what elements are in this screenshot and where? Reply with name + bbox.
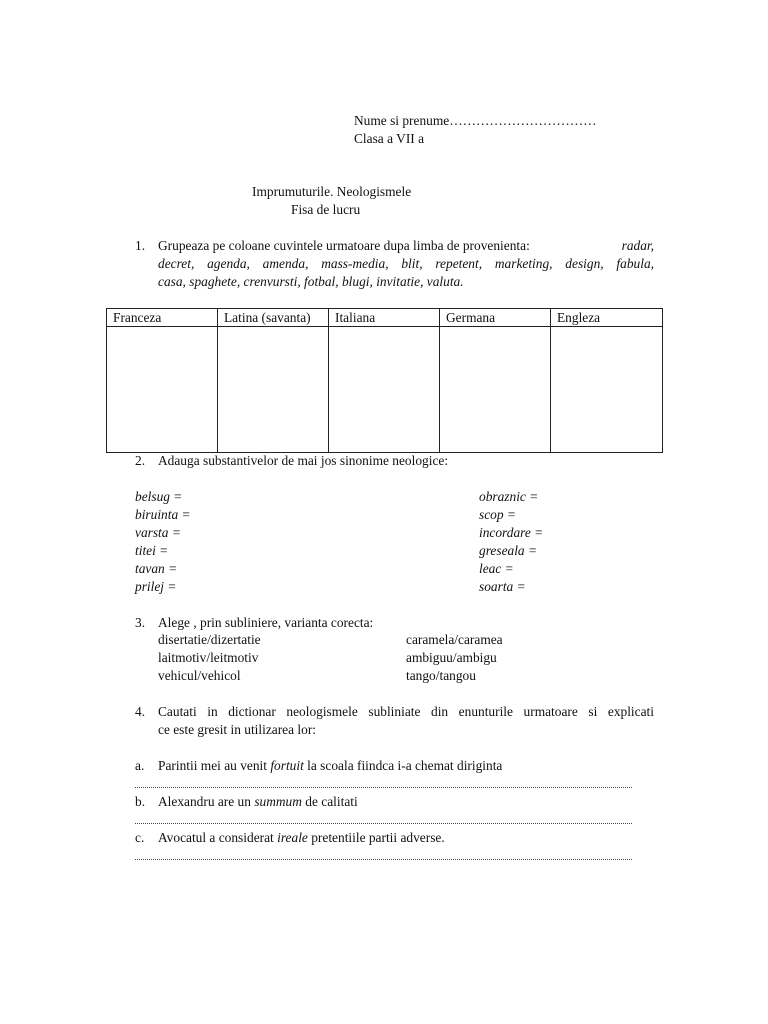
page-subtitle: Fisa de lucru	[291, 202, 361, 217]
cell-latina[interactable]	[218, 327, 329, 453]
q1-prompt: Grupeaza pe coloane cuvintele urmatoare dupa limba de provenienta:	[158, 238, 530, 253]
q2-prompt: Adauga substantivelor de mai jos sinonime neologice:	[158, 453, 449, 468]
synonym-left: belsug =	[135, 489, 183, 504]
col-header-germana: Germana	[440, 309, 551, 327]
col-header-engleza: Engleza	[551, 309, 663, 327]
q1-word-list-line3: casa, spaghete, crenvursti, fotbal, blugi, invitatie, valuta.	[158, 274, 464, 289]
synonym-right: greseala =	[479, 543, 538, 558]
synonym-right: incordare =	[479, 525, 544, 540]
col-header-latina: Latina (savanta)	[218, 309, 329, 327]
name-field-label: Nume si prenume……………………………	[354, 113, 597, 128]
q3-number: 3.	[135, 615, 146, 630]
q4-item-letter: a.	[135, 758, 145, 773]
col-header-franceza: Franceza	[107, 309, 218, 327]
q3-prompt: Alege , prin subliniere, varianta corecta:	[158, 615, 374, 630]
class-label: Clasa a VII a	[354, 131, 425, 146]
synonym-right: leac =	[479, 561, 514, 576]
col-header-italiana: Italiana	[329, 309, 440, 327]
neologism-word: summum	[254, 794, 302, 809]
page-title: Imprumuturile. Neologismele	[252, 184, 412, 199]
synonym-left: titei =	[135, 543, 169, 558]
answer-line-c[interactable]	[135, 858, 632, 860]
spelling-option[interactable]: disertatie/dizertatie	[158, 632, 261, 647]
spelling-option[interactable]: laitmotiv/leitmotiv	[158, 650, 259, 665]
q4-prompt-line2: ce este gresit in utilizarea lor:	[158, 722, 317, 737]
q4-item-a: Parintii mei au venit fortuit la scoala fiindca i-a chemat diriginta	[158, 758, 503, 773]
synonym-right: scop =	[479, 507, 516, 522]
q4-item-c: Avocatul a considerat ireale pretentiile partii adverse.	[158, 830, 445, 845]
synonym-left: biruinta =	[135, 507, 191, 522]
neologism-word: fortuit	[270, 758, 304, 773]
q4-item-letter: b.	[135, 794, 146, 809]
q1-line1	[158, 237, 654, 254]
q2-number: 2.	[135, 453, 146, 468]
q4-item-letter: c.	[135, 830, 145, 845]
q1-word-list-line2: decret, agenda, amenda, mass-media, blit, repetent, marketing, design, fabula,	[158, 256, 654, 271]
q4-number: 4.	[135, 704, 146, 719]
q4-prompt-line1: Cautati in dictionar neologismele subliniate din enunturile urmatoare si explicati	[158, 704, 654, 719]
answer-line-a[interactable]	[135, 786, 632, 788]
spelling-option[interactable]: caramela/caramea	[406, 632, 503, 647]
synonym-right: obraznic =	[479, 489, 539, 504]
synonym-left: tavan =	[135, 561, 178, 576]
synonym-left: prilej =	[135, 579, 177, 594]
spelling-option[interactable]: tango/tangou	[406, 668, 476, 683]
q1-number: 1.	[135, 238, 146, 253]
spelling-option[interactable]: vehicul/vehicol	[158, 668, 241, 683]
cell-germana[interactable]	[440, 327, 551, 453]
cell-italiana[interactable]	[329, 327, 440, 453]
cell-engleza[interactable]	[551, 327, 663, 453]
spelling-option[interactable]: ambiguu/ambigu	[406, 650, 497, 665]
q4-item-b: Alexandru are un summum de calitati	[158, 794, 358, 809]
answer-line-b[interactable]	[135, 822, 632, 824]
cell-franceza[interactable]	[107, 327, 218, 453]
neologism-word: ireale	[277, 830, 308, 845]
language-table	[106, 308, 663, 453]
synonym-left: varsta =	[135, 525, 181, 540]
synonym-right: soarta =	[479, 579, 526, 594]
q1-first-word: radar,	[621, 238, 654, 253]
